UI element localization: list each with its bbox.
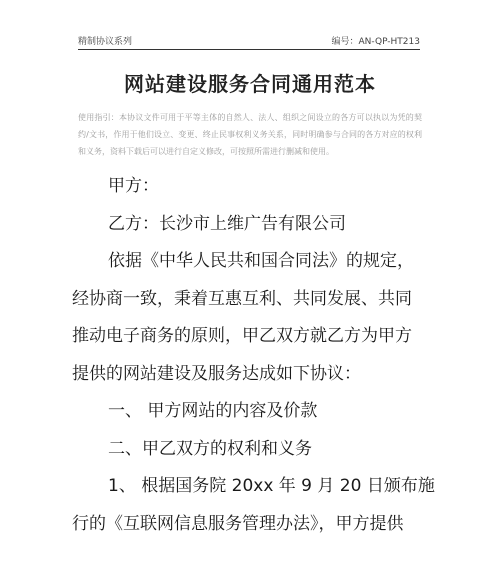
paragraph-line: 依据《中华人民共和国合同法》的规定， [108,251,414,271]
paragraph-line: 行的《互联网信息服务管理办法》，甲方提供 [72,513,404,534]
paragraph-line: 1、 根据国务院 20xx 年 9 月 20 日颁布施 [108,476,435,496]
paragraph-line: 推动电子商务的原则，甲乙双方就乙方为甲方 [72,326,412,346]
document-title: 网站建设服务合同通用范本 [124,72,376,96]
section-heading: 一、 甲方网站的内容及价款 [108,401,318,421]
section-heading: 二、甲乙双方的权利和义务 [108,438,312,459]
document-number: 编号：AN-QP-HT213 [331,37,420,47]
page-header [78,30,420,50]
usage-guide: 使用指引：本协议文件可用于平等主体的自然人、法人、组织之间设立的各方可以执以为凭的契约/文书，作用于他们设立、变更、终止民事权利义务关系，同时明确参与合同的各方对应的权利和义务，资料下载后可以进行自定义修改，可按照所需进行删减和使用。 [78,113,422,156]
contract-body [72,168,438,543]
series-label: 精制协议系列 [78,37,133,47]
paragraph-line: 提供的网站建设及服务达成如下协议： [72,363,361,384]
paragraph-line: 经协商一致，秉着互惠互利、共同发展、共同 [72,288,412,309]
party-a-line: 甲方： [108,176,159,196]
party-b-line: 乙方：长沙市上维广告有限公司 [108,213,346,234]
